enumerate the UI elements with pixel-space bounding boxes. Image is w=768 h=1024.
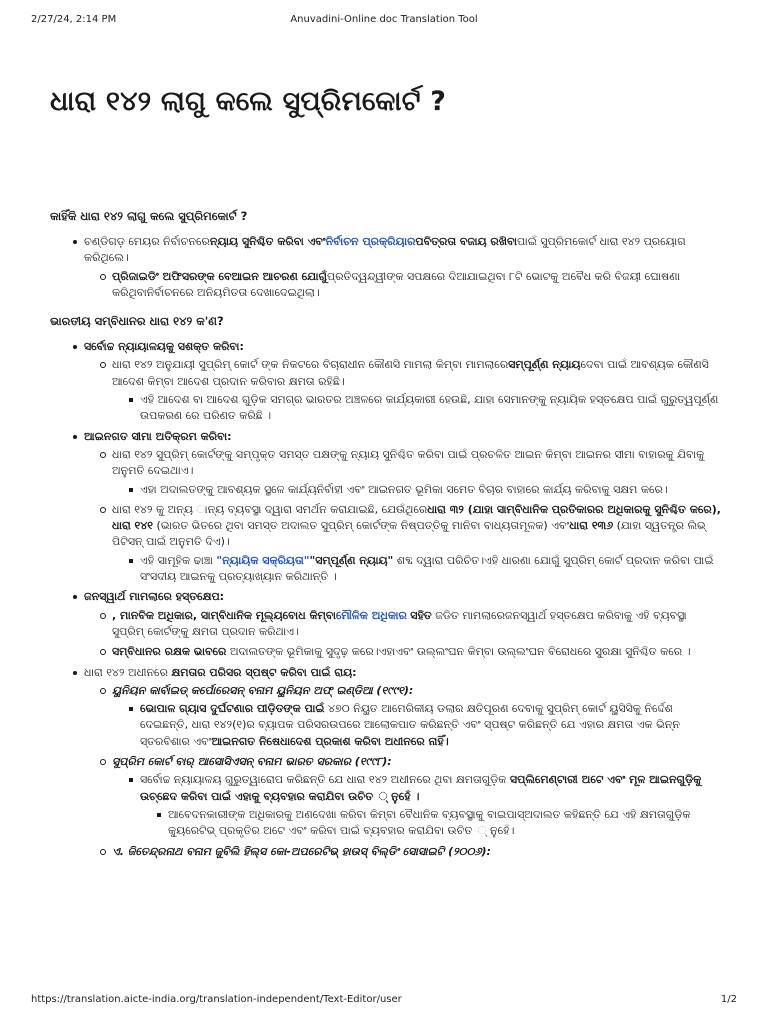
list-item <box>84 683 722 750</box>
list-item: ସର୍ବୋଚ୍ଚ ନ୍ୟାୟାଳୟ ଗୁରୁତ୍ୱାରୋପ କରିଛନ୍ତି ଯେ ଧାରା ୧୪୨ ଅଧୀନରେ ଥିବା କ୍ଷମତାଗୁଡ଼ିକ ସପ୍ଲିମେଣ୍ଟାରୀ ଅଟେ ଏବଂ ମୂଳ ଆଇନଗୁଡ଼ିକୁ ଉଚ୍ଛେଦ କରିବା ପାଇଁ ଏହାକୁ ବ୍ୟବହାର କରାଯିବା ଉଚିତ ୍ ନୁହେଁ । ଆବେଦନକାରୀଙ୍କ ଅଧିକାରକୁ ଅଣଦେଖା କରିବା କିମ୍ବା ବୈଧାନିକ ବ୍ୟବସ୍ଥାକୁ ବାଇପାସ୍ଅଦାଲତ କହିଛନ୍ତି ଯେ ଏହି କ୍ଷମତାଗୁଡ଼ିକ କ୍ୟୁରେଟିଭ୍ ପ୍ରକୃତିର ଅଟେ ଏବଂ କରିବା ପାଇଁ ବ୍ୟବହାର କରାଯିବା ଉଚିତ ୍ ନୁହେଁ। <box>112 772 722 839</box>
case-title: ଏ. ଜିତେନ୍ଦ୍ରନାଥ ବନାମ ଜୁବିଲି ହିଲ୍ସ କୋ-ଅପରେଟିଭ୍ ହାଉସ୍ ବିଲ୍ଡିଂ ସୋସାଇଟି (୨୦୦୬): <box>112 844 491 858</box>
print-url: https://translation.aicte-india.org/translation-independent/Text-Editor/user <box>31 994 402 1005</box>
why-list <box>50 234 722 301</box>
list-item: ଆବେଦନକାରୀଙ୍କ ଅଧିକାରକୁ ଅଣଦେଖା କରିବା କିମ୍ବା ବୈଧାନିକ ବ୍ୟବସ୍ଥାକୁ ବାଇପାସ୍ଅଦାଲତ କହିଛନ୍ତି ଯେ ଏହି କ୍ଷମତାଗୁଡ଼ିକ କ୍ୟୁରେଟିଭ୍ ପ୍ରକୃତିର ଅଟେ ଏବଂ କରିବା ପାଇଁ ବ୍ୟବହାର କରାଯିବା ଉଚିତ ୍ ନୁହେଁ। <box>140 807 722 840</box>
list-item: ସର୍ବୋଚ୍ଚ ନ୍ୟାୟାଳୟକୁ ସଶକ୍ତ କରିବା: ଧାରା ୧୪୨ ଅନୁଯାୟୀ ସୁପ୍ରିମ୍ କୋର୍ଟ ଙ୍କ ନିକଟରେ ବିଚାରାଧୀନ କୌଣସି ମାମଲା କିମ୍ବା ମାମଲାରେସମ୍ପୂର୍ଣ୍ଣ ନ୍ୟାୟଦେବା ପାଇଁ ଆବଶ୍ୟକ କୌଣସି ଆଦେଶ କିମ୍ବା ଆଦେଶ ପ୍ରଦାନ କରିବାର କ୍ଷମତା ରହିଛି। ଏହି ଆଦେଶ ବା ଆଦେଶ ଗୁଡ଼ିକ ସମଗ୍ର ଭାରତର ଅଞ୍ଚଳରେ କାର୍ଯ୍ୟକାରୀ ହେଉଛି, ଯାହା ସେମାନଙ୍କୁ ନ୍ୟାୟିକ ହସ୍ତକ୍ଷେପ ପାଇଁ ଗୁରୁତ୍ୱପୂର୍ଣ୍ଣ ଉପକରଣ ରେ ପରିଣତ କରିଛି । <box>50 339 722 424</box>
print-header <box>31 14 737 30</box>
case-title: ସୁପ୍ରିମ କୋର୍ଟ ବାର୍ ଆସୋସିଏସନ୍ ବନାମ ଭାରତ ସରକାର (୧୯୯୮): <box>112 755 392 769</box>
document-body <box>50 80 722 864</box>
case-title: ୟୁନିୟନ କାର୍ବାଇଡ୍ କର୍ପୋରେସନ୍ ବନାମ ୟୁନିୟନ ଅଫ୍ ଇଣ୍ଡିଆ (୧୯୯୧): <box>112 683 414 697</box>
list-item: ଧାରା ୧୪୨ ଅନୁଯାୟୀ ସୁପ୍ରିମ୍ କୋର୍ଟ ଙ୍କ ନିକଟରେ ବିଚାରାଧୀନ କୌଣସି ମାମଲା କିମ୍ବା ମାମଲାରେସମ୍ପୂର୍ଣ୍ଣ ନ୍ୟାୟଦେବା ପାଇଁ ଆବଶ୍ୟକ କୌଣସି ଆଦେଶ କିମ୍ବା ଆଦେଶ ପ୍ରଦାନ କରିବାର କ୍ଷମତା ରହିଛି। ଏହି ଆଦେଶ ବା ଆଦେଶ ଗୁଡ଼ିକ ସମଗ୍ର ଭାରତର ଅଞ୍ଚଳରେ କାର୍ଯ୍ୟକାରୀ ହେଉଛି, ଯାହା ସେମାନଙ୍କୁ ନ୍ୟାୟିକ ହସ୍ତକ୍ଷେପ ପାଇଁ ଗୁରୁତ୍ୱପୂର୍ଣ୍ଣ ଉପକରଣ ରେ ପରିଣତ କରିଛି । <box>84 357 722 424</box>
list-item: ଆଇନଗତ ସୀମା ଅତିକ୍ରମ କରିବା: ଧାରା ୧୪୨ ସୁପ୍ରିମ୍ କୋର୍ଟଙ୍କୁ ସମ୍ପୃକ୍ତ ସମସ୍ତ ପକ୍ଷଙ୍କୁ ନ୍ୟାୟ ସୁନିଶ୍ଚିତ କରିବା ପାଇଁ ପ୍ରଚଳିତ ଆଇନ କିମ୍ବା ଆଇନର ସୀମା ବାହାରକୁ ଯିବାକୁ ଅନୁମତି ଦେଇଥାଏ। ଏହା ଅଦାଲତଙ୍କୁ ଆବଶ୍ୟକ ସ୍ଥଳେ କାର୍ଯ୍ୟନିର୍ବାହୀ ଏବଂ ଆଇନଗତ ଭୂମିକା ସମେତ ବିଚାର ବାହାରେ କାର୍ଯ୍ୟ କରିବାକୁ ସକ୍ଷମ କରେ। ଧାରା ୧୪୨ କୁ ଅନ୍ୟ ◌ାନ୍ୟ ବ୍ୟବସ୍ଥା ଦ୍ୱାରା ସମର୍ଥନ କରାଯାଇଛି, ଯେଉଁଥିରେଧାରା ୩୨ (ଯାହା ସାମ୍ବିଧାନିକ ପ୍ରତିକାରର ଅଧିକାରକୁ ସୁନିଶ୍ଚିତ କରେ), ଧାରା ୧୪୧ (ଭାରତ ଭିତରେ ଥିବା ସମସ୍ତ ଅଦାଲତ ସୁପ୍ରିମ୍ କୋର୍ଟଙ୍କ ନିଷ୍ପତ୍ତିକୁ ମାନିବା ବାଧ୍ୟତାମୂଳକ) ଏବଂଧାରା ୧୩୬ (ଯାହା ସ୍ୱତନ୍ତ୍ର ଲିଭ୍ ପିଟିସନ୍ ପାଇଁ ଅନୁମତି ଦିଏ)। ଏହି ସାମୂହିକ ଢାଞ୍ଚା "ନ୍ୟାୟିକ ସକ୍ରିୟତା""ସମ୍ପୂର୍ଣ୍ଣ ନ୍ୟାୟ" ଶବ୍ଦ ଦ୍ୱାରା ପରିଚିତ।ଏହି ଧାରଣା ଯୋଗୁଁ ସୁପ୍ରିମ୍ କୋର୍ଟ ପ୍ରଦାନ କରିବା ପାଇଁ ସଂସଦୀୟ ଆଇନକୁ ପ୍ରତ୍ୟାଖ୍ୟାନ କରିଥାନ୍ତି । <box>50 429 722 586</box>
list-item <box>84 844 722 860</box>
list-item <box>84 754 722 839</box>
print-datetime: 2/27/24, 2:14 PM <box>31 14 117 25</box>
list-item: ଏହା ଅଦାଲତଙ୍କୁ ଆବଶ୍ୟକ ସ୍ଥଳେ କାର୍ଯ୍ୟନିର୍ବାହୀ ଏବଂ ଆଇନଗତ ଭୂମିକା ସମେତ ବିଚାର ବାହାରେ କାର୍ଯ୍ୟ କରିବାକୁ ସକ୍ଷମ କରେ। <box>112 482 722 498</box>
section-heading-why: କାହିଁକି ଧାରା ୧୪୨ ଲାଗୁ କଲେ ସୁପ୍ରିମକୋର୍ଟ ? <box>50 209 248 223</box>
list-item: ସମ୍ବିଧାନର ରକ୍ଷକ ଭାବରେ ଅଦାଲତଙ୍କ ଭୂମିକାକୁ ସୁଦୃଢ଼ କରେ।ଏହାଏବଂ ଉଲ୍ଲଂଘନ କିମ୍ବା ଉଲ୍ଲଂଘନ ବିରୋଧରେ ସୁରକ୍ଷା ସୁନିଶ୍ଚିତ କରେ । <box>84 644 722 660</box>
election-process-link[interactable]: ନିର୍ବାଚନ ପ୍ରକ୍ରିୟାର <box>325 235 416 248</box>
list-item: ଏହି ଆଦେଶ ବା ଆଦେଶ ଗୁଡ଼ିକ ସମଗ୍ର ଭାରତର ଅଞ୍ଚଳରେ କାର୍ଯ୍ୟକାରୀ ହେଉଛି, ଯାହା ସେମାନଙ୍କୁ ନ୍ୟାୟିକ ହସ୍ତକ୍ଷେପ ପାଇଁ ଗୁରୁତ୍ୱପୂର୍ଣ୍ଣ ଉପକରଣ ରେ ପରିଣତ କରିଛି । <box>112 392 722 425</box>
list-item: ଧାରା ୧୪୨ କୁ ଅନ୍ୟ ◌ାନ୍ୟ ବ୍ୟବସ୍ଥା ଦ୍ୱାରା ସମର୍ଥନ କରାଯାଇଛି, ଯେଉଁଥିରେଧାରା ୩୨ (ଯାହା ସାମ୍ବିଧାନିକ ପ୍ରତିକାରର ଅଧିକାରକୁ ସୁନିଶ୍ଚିତ କରେ), ଧାରା ୧୪୧ (ଭାରତ ଭିତରେ ଥିବା ସମସ୍ତ ଅଦାଲତ ସୁପ୍ରିମ୍ କୋର୍ଟଙ୍କ ନିଷ୍ପତ୍ତିକୁ ମାନିବା ବାଧ୍ୟତାମୂଳକ) ଏବଂଧାରା ୧୩୬ (ଯାହା ସ୍ୱତନ୍ତ୍ର ଲିଭ୍ ପିଟିସନ୍ ପାଇଁ ଅନୁମତି ଦିଏ)। ଏହି ସାମୂହିକ ଢାଞ୍ଚା "ନ୍ୟାୟିକ ସକ୍ରିୟତା""ସମ୍ପୂର୍ଣ୍ଣ ନ୍ୟାୟ" ଶବ୍ଦ ଦ୍ୱାରା ପରିଚିତ।ଏହି ଧାରଣା ଯୋଗୁଁ ସୁପ୍ରିମ୍ କୋର୍ଟ ପ୍ରଦାନ କରିବା ପାଇଁ ସଂସଦୀୟ ଆଇନକୁ ପ୍ରତ୍ୟାଖ୍ୟାନ କରିଥାନ୍ତି । <box>84 502 722 585</box>
list-item: ଭୋପାଳ ଗ୍ୟାସ ଦୁର୍ଘଟଣାର ପୀଡ଼ିତଙ୍କ ପାଇଁ ୪୭୦ ନିୟୁତ ଆମେରିକୀୟ ଡଲାର କ୍ଷତିପୂରଣ ଦେବାକୁ ସୁପ୍ରିମ୍ କୋର୍ଟ ୟୁସିସିକୁ ନିର୍ଦ୍ଦେଶ ଦେଇଛନ୍ତି, ଧାରା ୧୪୨(୧)ର ବ୍ୟାପକ ପରିସରଉପରେ ଆଲୋକପାତ କରିଛନ୍ତି ଏବଂ ସ୍ପଷ୍ଟ କରିଛନ୍ତି ଯେ ଏହାର କ୍ଷମତା ଏକ ଭିନ୍ନ ସ୍ତରବିଶାର ଏବଂଆଇନଗତ ନିଷେଧାଦେଶ ପ୍ରକାଶ କରିବା ଅଧୀନରେ ନାହିଁ। <box>112 701 722 750</box>
page-title: ଧାରା ୧୪୨ ଲାଗୁ କଲେ ସୁପ୍ରିମକୋର୍ଟ ? <box>50 86 447 117</box>
section-heading-what: ଭାରତୀୟ ସମ୍ବିଧାନର ଧାରା ୧୪୨ କ'ଣ? <box>50 314 224 329</box>
what-list <box>50 339 722 860</box>
fundamental-rights-link[interactable]: ମୌଳିକ ଅଧିକାର <box>335 608 407 622</box>
list-item: ଧାରା ୧୪୨ ଅଧୀନରେ କ୍ଷମତାର ପରିସର ସ୍ପଷ୍ଟ କରିବା ପାଇଁ ରାୟ: ୟୁନିୟନ କାର୍ବାଇଡ୍ କର୍ପୋରେସନ୍ ବନାମ ୟୁନିୟନ ଅଫ୍ ଇଣ୍ଡିଆ (୧୯୯୧): ଭୋପାଳ ଗ୍ୟାସ ଦୁର୍ଘଟଣାର ପୀଡ଼ିତଙ୍କ ପାଇଁ ୪୭୦ ନିୟୁତ ଆମେରିକୀୟ ଡଲାର କ୍ଷତିପୂରଣ ଦେବାକୁ ସୁପ୍ରିମ୍ କୋର୍ଟ ୟୁସିସିକୁ ନିର୍ଦ୍ଦେଶ ଦେଇଛନ୍ତି, ଧାରା ୧୪୨(୧)ର ବ୍ୟାପକ ପରିସରଉପରେ ଆଲୋକପାତ କରିଛନ୍ତି ଏବଂ ସ୍ପଷ୍ଟ କରିଛନ୍ତି ଯେ ଏହାର କ୍ଷମତା ଏକ ଭିନ୍ନ ସ୍ତରବିଶାର ଏବଂଆଇନଗତ ନିଷେଧାଦେଶ ପ୍ରକାଶ କରିବା ଅଧୀନରେ ନାହିଁ। ସୁପ୍ରିମ କୋର୍ଟ ବାର୍ ଆସୋସିଏସନ୍ ବନାମ ଭାରତ ସରକାର (୧୯୯୮): ସର୍ବୋଚ୍ଚ ନ୍ୟାୟାଳୟ ଗୁରୁତ୍ୱାରୋପ କରିଛନ୍ତି ଯେ ଧାରା ୧୪୨ ଅଧୀନରେ ଥିବା କ୍ଷମତାଗୁଡ଼ିକ ସପ୍ଲିମେଣ୍ଟାରୀ ଅଟେ ଏବଂ ମୂଳ ଆଇନଗୁଡ଼ିକୁ ଉଚ୍ଛେଦ କରିବା ପାଇଁ ଏହାକୁ ବ୍ୟବହାର କରାଯିବା ଉଚିତ ୍ ନୁହେଁ । ଆବେଦନକାରୀଙ୍କ ଅଧିକାରକୁ ଅଣଦେଖା କରିବା କିମ୍ବା ବୈଧାନିକ ବ୍ୟବସ୍ଥାକୁ ବାଇପାସ୍ଅଦାଲତ କହିଛନ୍ତି ଯେ ଏହି କ୍ଷମତାଗୁଡ଼ିକ କ୍ୟୁରେଟିଭ୍ ପ୍ରକୃତିର ଅଟେ ଏବଂ କରିବା ପାଇଁ ବ୍ୟବହାର କରାଯିବା ଉଚିତ ୍ ନୁହେଁ। ଏ. ଜିତେନ୍ଦ୍ରନାଥ ବନାମ ଜୁବିଲି ହିଲ୍ସ କୋ-ଅପରେଟିଭ୍ ହାଉସ୍ ବିଲ୍ଡିଂ ସୋସାଇଟି (୨୦୦୬): <box>50 665 722 860</box>
list-item: , ମାନବିକ ଅଧିକାର, ସାମ୍ବିଧାନିକ ମୂଲ୍ୟବୋଧ କିମ୍ବାମୌଳିକ ଅଧିକାର ସହିତ ଜଡିତ ମାମଲାରେଜନସ୍ୱାର୍ଥ ହସ୍ତକ୍ଷେପ କରିବାକୁ ଏହି ବ୍ୟବସ୍ଥା ସୁପ୍ରିମ୍ କୋର୍ଟଙ୍କୁ କ୍ଷମତା ପ୍ରଦାନ କରିଥାଏ। <box>84 608 722 641</box>
list-item: ଏହି ସାମୂହିକ ଢାଞ୍ଚା "ନ୍ୟାୟିକ ସକ୍ରିୟତା""ସମ୍ପୂର୍ଣ୍ଣ ନ୍ୟାୟ" ଶବ୍ଦ ଦ୍ୱାରା ପରିଚିତ।ଏହି ଧାରଣା ଯୋଗୁଁ ସୁପ୍ରିମ୍ କୋର୍ଟ ପ୍ରଦାନ କରିବା ପାଇଁ ସଂସଦୀୟ ଆଇନକୁ ପ୍ରତ୍ୟାଖ୍ୟାନ କରିଥାନ୍ତି । <box>112 553 722 586</box>
list-item: ଜନସ୍ୱାର୍ଥ ମାମଲାରେ ହସ୍ତକ୍ଷେପ: , ମାନବିକ ଅଧିକାର, ସାମ୍ବିଧାନିକ ମୂଲ୍ୟବୋଧ କିମ୍ବାମୌଳିକ ଅଧିକାର ସହିତ ଜଡିତ ମାମଲାରେଜନସ୍ୱାର୍ଥ ହସ୍ତକ୍ଷେପ କରିବାକୁ ଏହି ବ୍ୟବସ୍ଥା ସୁପ୍ରିମ୍ କୋର୍ଟଙ୍କୁ କ୍ଷମତା ପ୍ରଦାନ କରିଥାଏ। ସମ୍ବିଧାନର ରକ୍ଷକ ଭାବରେ ଅଦାଲତଙ୍କ ଭୂମିକାକୁ ସୁଦୃଢ଼ କରେ।ଏହାଏବଂ ଉଲ୍ଲଂଘନ କିମ୍ବା ଉଲ୍ଲଂଘନ ବିରୋଧରେ ସୁରକ୍ଷା ସୁନିଶ୍ଚିତ କରେ । <box>50 589 722 660</box>
print-tool-title: Anuvadini-Online doc Translation Tool <box>290 14 478 25</box>
list-item: ଚଣ୍ଡିଗଡ଼ ମେୟର ନିର୍ବାଚନରେନ୍ୟାୟ ସୁନିଶ୍ଚିତ କରିବା ଏବଂନିର୍ବାଚନ ପ୍ରକ୍ରିୟାରପବିତ୍ରତା ବଜାୟ ରଖିବାପାଇଁ ସୁପ୍ରିମକୋର୍ଟ ଧାରା ୧୪୨ ପ୍ରୟୋଗ କରିଥିଲେ। ପ୍ରିଜାଇଡିଂ ଅଫିସରଙ୍କ ବେଆଇନ ଆଚରଣ ଯୋଗୁଁପ୍ରତିଦ୍ୱନ୍ଦ୍ୱୀଙ୍କ ସପକ୍ଷରେ ଦିଆଯାଇଥିବା ୮ଟି ଭୋଟକୁ ଅବୈଧ କରି ବିଜୟୀ ଘୋଷଣା କରିଥିବାନିର୍ବାଚନରେ ଅନିୟମିତତା ଦେଖାଦେଇଥିଲା। <box>50 234 722 301</box>
list-item: ପ୍ରିଜାଇଡିଂ ଅଫିସରଙ୍କ ବେଆଇନ ଆଚରଣ ଯୋଗୁଁପ୍ରତିଦ୍ୱନ୍ଦ୍ୱୀଙ୍କ ସପକ୍ଷରେ ଦିଆଯାଇଥିବା ୮ଟି ଭୋଟକୁ ଅବୈଧ କରି ବିଜୟୀ ଘୋଷଣା କରିଥିବାନିର୍ବାଚନରେ ଅନିୟମିତତା ଦେଖାଦେଇଥିଲା। <box>84 269 722 302</box>
judicial-activism-link[interactable]: "ନ୍ୟାୟିକ ସକ୍ରିୟତା" <box>216 553 310 567</box>
list-item: ଧାରା ୧୪୨ ସୁପ୍ରିମ୍ କୋର୍ଟଙ୍କୁ ସମ୍ପୃକ୍ତ ସମସ୍ତ ପକ୍ଷଙ୍କୁ ନ୍ୟାୟ ସୁନିଶ୍ଚିତ କରିବା ପାଇଁ ପ୍ରଚଳିତ ଆଇନ କିମ୍ବା ଆଇନର ସୀମା ବାହାରକୁ ଯିବାକୁ ଅନୁମତି ଦେଇଥାଏ। ଏହା ଅଦାଲତଙ୍କୁ ଆବଶ୍ୟକ ସ୍ଥଳେ କାର୍ଯ୍ୟନିର୍ବାହୀ ଏବଂ ଆଇନଗତ ଭୂମିକା ସମେତ ବିଚାର ବାହାରେ କାର୍ଯ୍ୟ କରିବାକୁ ସକ୍ଷମ କରେ। <box>84 447 722 498</box>
print-footer <box>31 994 737 1008</box>
page-number: 1/2 <box>720 994 737 1005</box>
